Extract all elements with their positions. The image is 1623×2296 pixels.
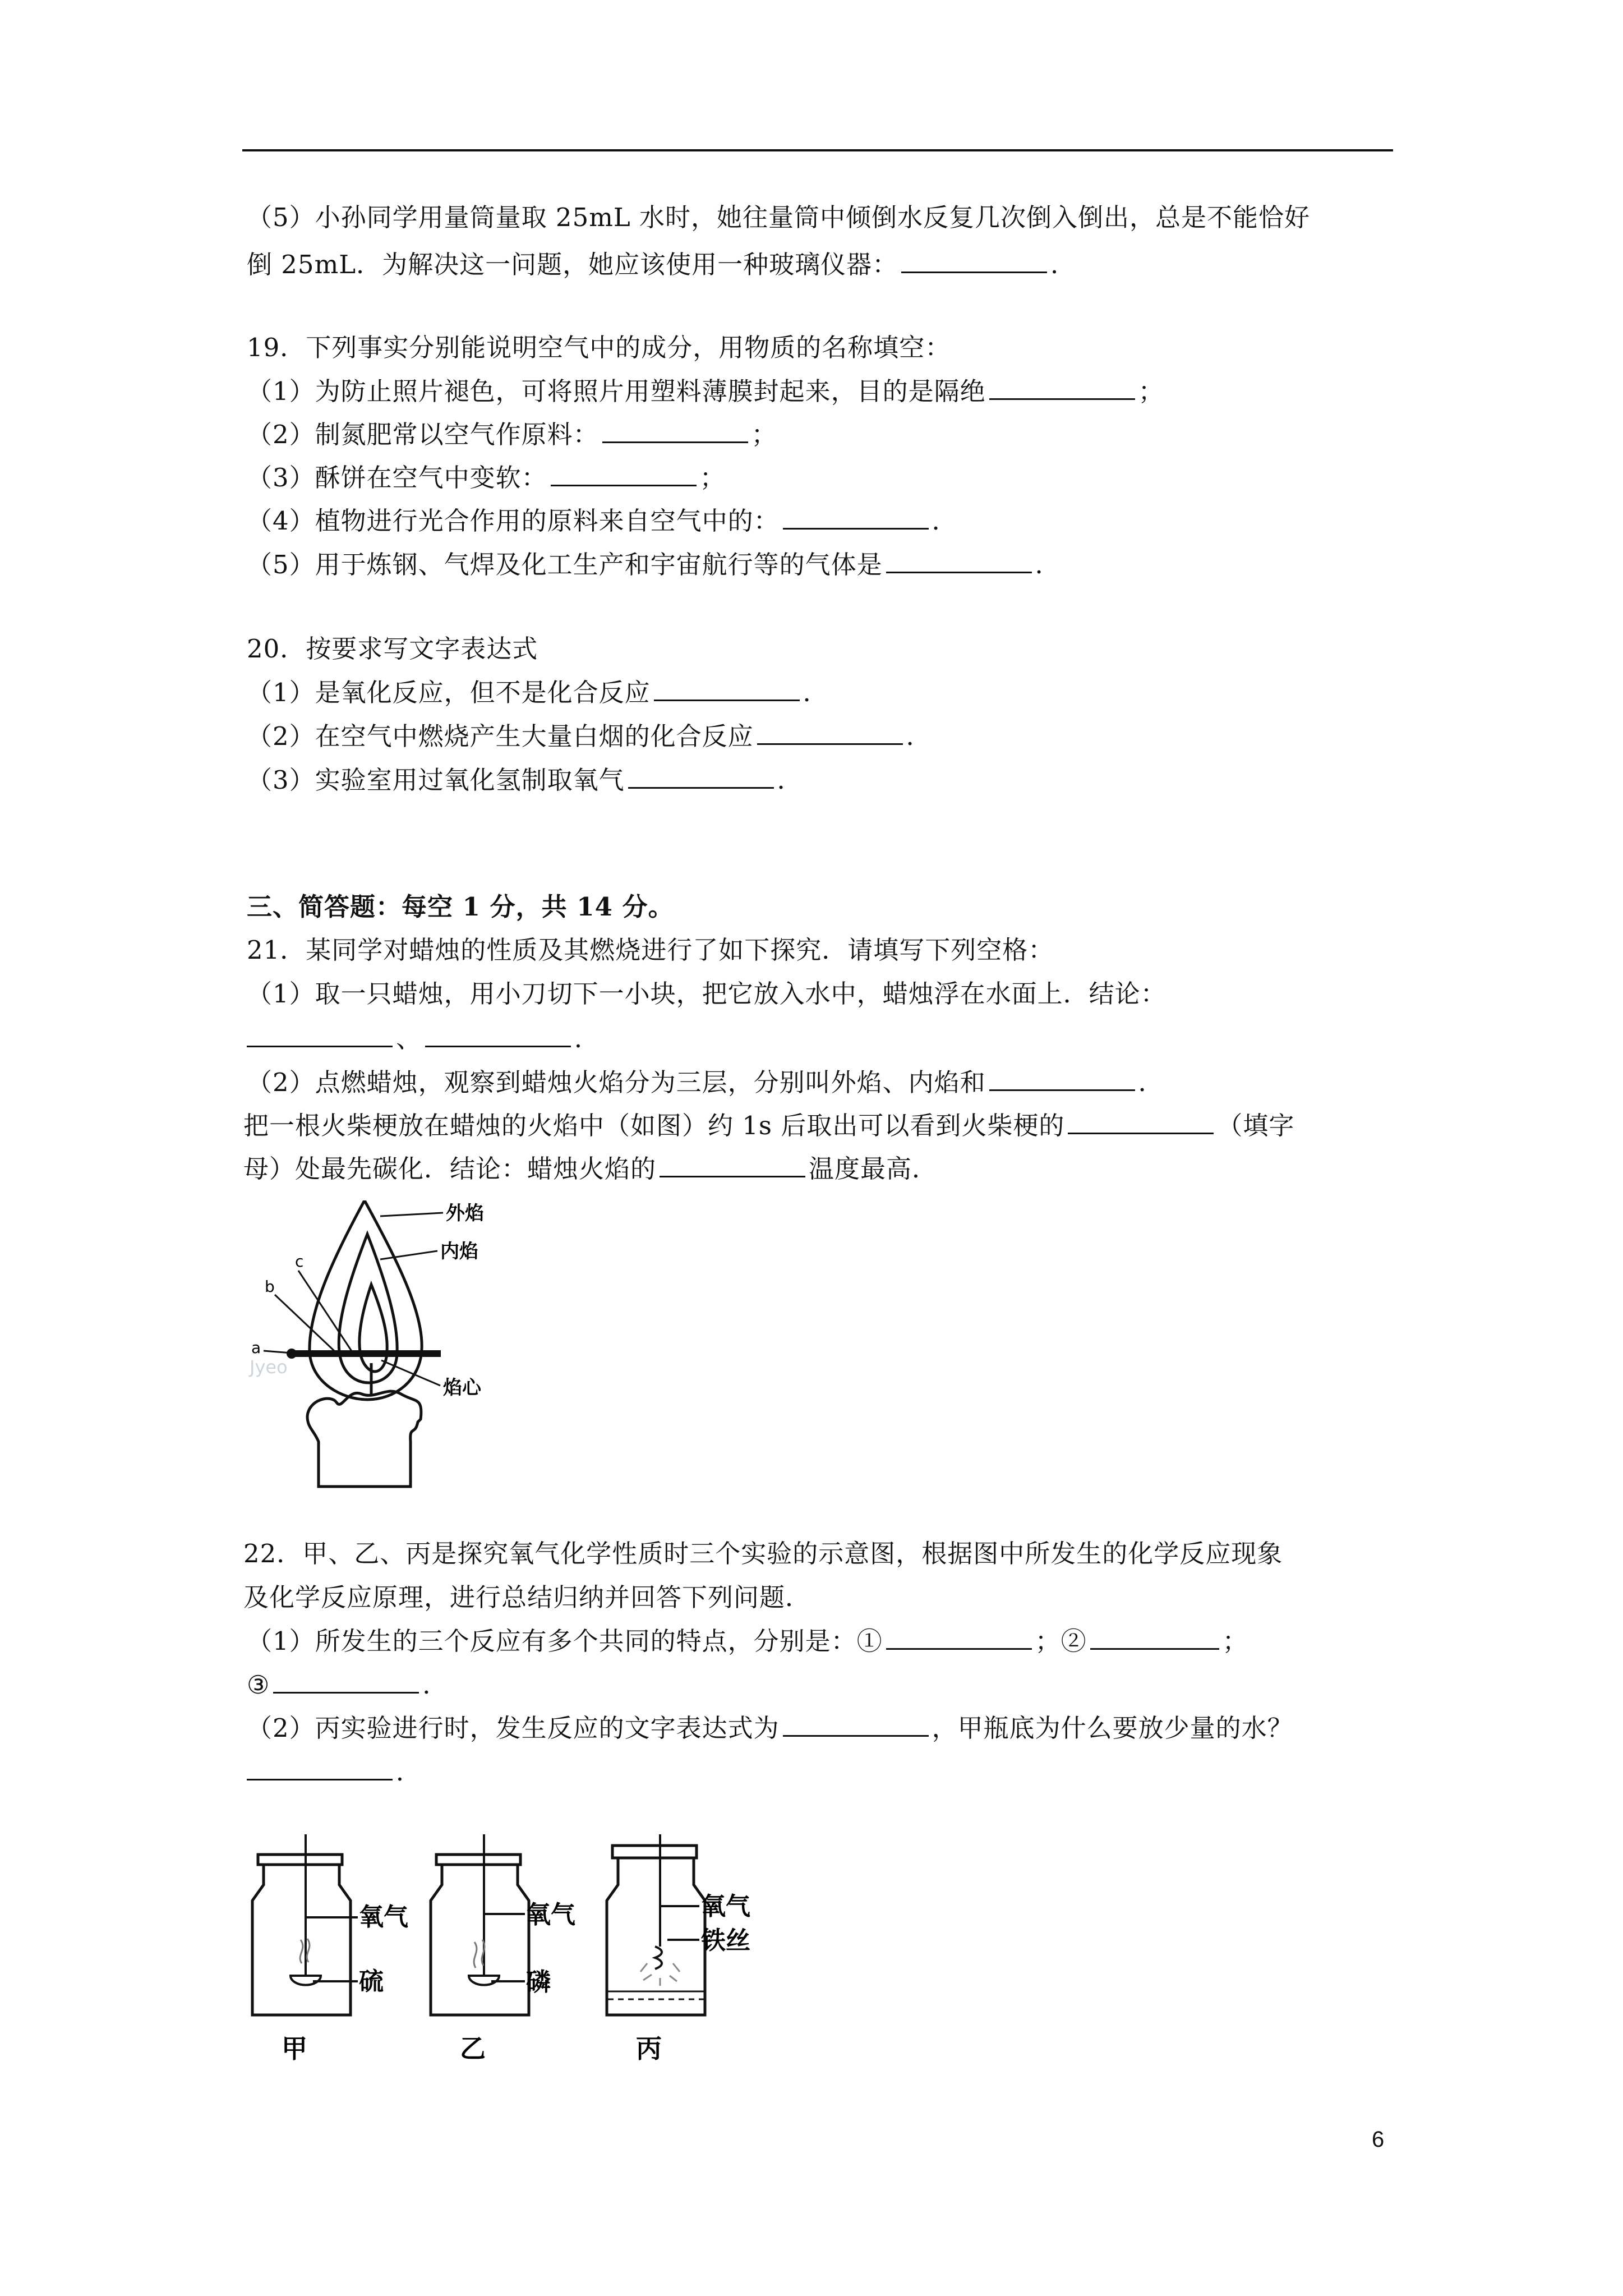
q21-p1: （1）取一只蜡烛，用小刀切下一小块，把它放入水中，蜡烛浮在水面上．结论： <box>247 979 1166 1009</box>
jar-jia-name: 甲 <box>282 2033 307 2064</box>
q19-item-1: （1）为防止照片褪色，可将照片用塑料薄膜封起来，目的是隔绝 ； <box>247 374 1164 408</box>
answer-blank[interactable] <box>783 503 929 530</box>
answer-blank[interactable] <box>886 547 1032 573</box>
jar-bing-substance: 铁丝 <box>701 1926 750 1955</box>
answer-blank[interactable] <box>886 1623 1032 1650</box>
answer-blank[interactable] <box>783 1710 929 1737</box>
q21-stem: 21．某同学对蜡烛的性质及其燃烧进行了如下探究．请填写下列空格： <box>247 935 1054 965</box>
answer-blank[interactable] <box>989 1065 1135 1091</box>
answer-blank[interactable] <box>628 762 774 789</box>
jar-yi-name: 乙 <box>460 2033 486 2064</box>
jar-yi <box>431 1834 575 2064</box>
q22-p2: （2）丙实验进行时，发生反应的文字表达式为 ，甲瓶底为什么要放少量的水？ <box>247 1710 1293 1745</box>
jar-jia <box>252 1834 408 2064</box>
header-rule <box>242 149 1393 151</box>
answer-blank[interactable] <box>602 417 748 443</box>
answer-blank[interactable] <box>660 1151 805 1177</box>
label-flame-core: 焰心 <box>443 1377 481 1399</box>
answer-blank[interactable] <box>757 719 903 745</box>
q20-stem: 20．按要求写文字表达式 <box>247 634 538 664</box>
answer-blank[interactable] <box>989 374 1135 400</box>
q21-p2: （2）点燃蜡烛，观察到蜡烛火焰分为三层，分别叫外焰、内焰和 ． <box>247 1065 1164 1099</box>
q19-item-4: （4）植物进行光合作用的原料来自空气中的： ． <box>247 503 958 538</box>
jar-yi-gas: 氧气 <box>526 1901 575 1929</box>
jar-jia-gas: 氧气 <box>359 1903 408 1931</box>
answer-blank[interactable] <box>551 460 697 486</box>
q22-line1: 22．甲、乙、丙是探究氧气化学性质时三个实验的示意图，根据图中所发生的化学反应现象 <box>243 1539 1283 1568</box>
label-c: c <box>295 1252 304 1271</box>
answer-blank[interactable] <box>654 675 800 701</box>
answer-blank[interactable] <box>1090 1623 1219 1650</box>
q22-p1b: ③ ． <box>247 1667 448 1702</box>
q22-line2: 及化学反应原理，进行总结归纳并回答下列问题． <box>243 1582 811 1612</box>
jar-yi-substance: 磷 <box>526 1968 551 1996</box>
q22-p1: （1）所发生的三个反应有多个共同的特点，分别是：① ；② ； <box>247 1623 1248 1658</box>
jar-bing <box>607 1834 750 2064</box>
answer-blank[interactable] <box>1068 1108 1214 1134</box>
jar-jia-substance: 硫 <box>359 1967 384 1996</box>
q19-item-5: （5）用于炼钢、气焊及化工生产和宇宙航行等的气体是 ． <box>247 547 1061 582</box>
label-outer-flame: 外焰 <box>446 1202 484 1225</box>
q18-5-line1: （5）小孙同学用量筒量取 25mL 水时，她往量筒中倾倒水反复几次倒入倒出，总是不能恰好 <box>247 203 1311 232</box>
q19-stem: 19．下列事实分别能说明空气中的成分，用物质的名称填空： <box>247 333 951 362</box>
q20-item-2: （2）在空气中燃烧产生大量白烟的化合反应 ． <box>247 719 932 753</box>
label-a: a <box>251 1338 261 1357</box>
label-inner-flame: 内焰 <box>440 1240 478 1263</box>
q20-item-1: （1）是氧化反应，但不是化合反应 ． <box>247 675 829 710</box>
section-3-title: 三、简答题：每空 1 分，共 14 分。 <box>247 892 674 922</box>
page-number: 6 <box>1372 2127 1385 2152</box>
q21-p3: 把一根火柴梗放在蜡烛的火焰中（如图）约 1s 后取出可以看到火柴梗的 （填字 <box>243 1108 1294 1143</box>
jar-bing-gas: 氧气 <box>701 1892 750 1921</box>
oxygen-jars-figure <box>247 1834 785 2076</box>
q19-item-2: （2）制氮肥常以空气作原料： ； <box>247 417 777 452</box>
label-b: b <box>265 1277 275 1296</box>
watermark: Jyeo <box>250 1356 288 1378</box>
answer-blank[interactable] <box>247 1021 393 1047</box>
q21-p1-answers: 、 ． <box>243 1021 600 1056</box>
q18-5-line2: 倒 25mL．为解决这一问题，她应该使用一种玻璃仪器： ． <box>247 247 1076 282</box>
candle-flame-figure <box>247 1200 527 1492</box>
answer-blank[interactable] <box>273 1667 419 1694</box>
q20-item-3: （3）实验室用过氧化氢制取氧气 ． <box>247 762 803 797</box>
answer-blank[interactable] <box>901 247 1047 273</box>
q21-p4: 母）处最先碳化．结论：蜡烛火焰的 温度最高． <box>243 1151 938 1186</box>
q22-p2b: ． <box>243 1754 422 1789</box>
q19-item-3: （3）酥饼在空气中变软： ； <box>247 460 726 495</box>
answer-blank[interactable] <box>247 1754 393 1780</box>
jar-bing-name: 丙 <box>636 2033 662 2064</box>
answer-blank[interactable] <box>425 1021 571 1047</box>
